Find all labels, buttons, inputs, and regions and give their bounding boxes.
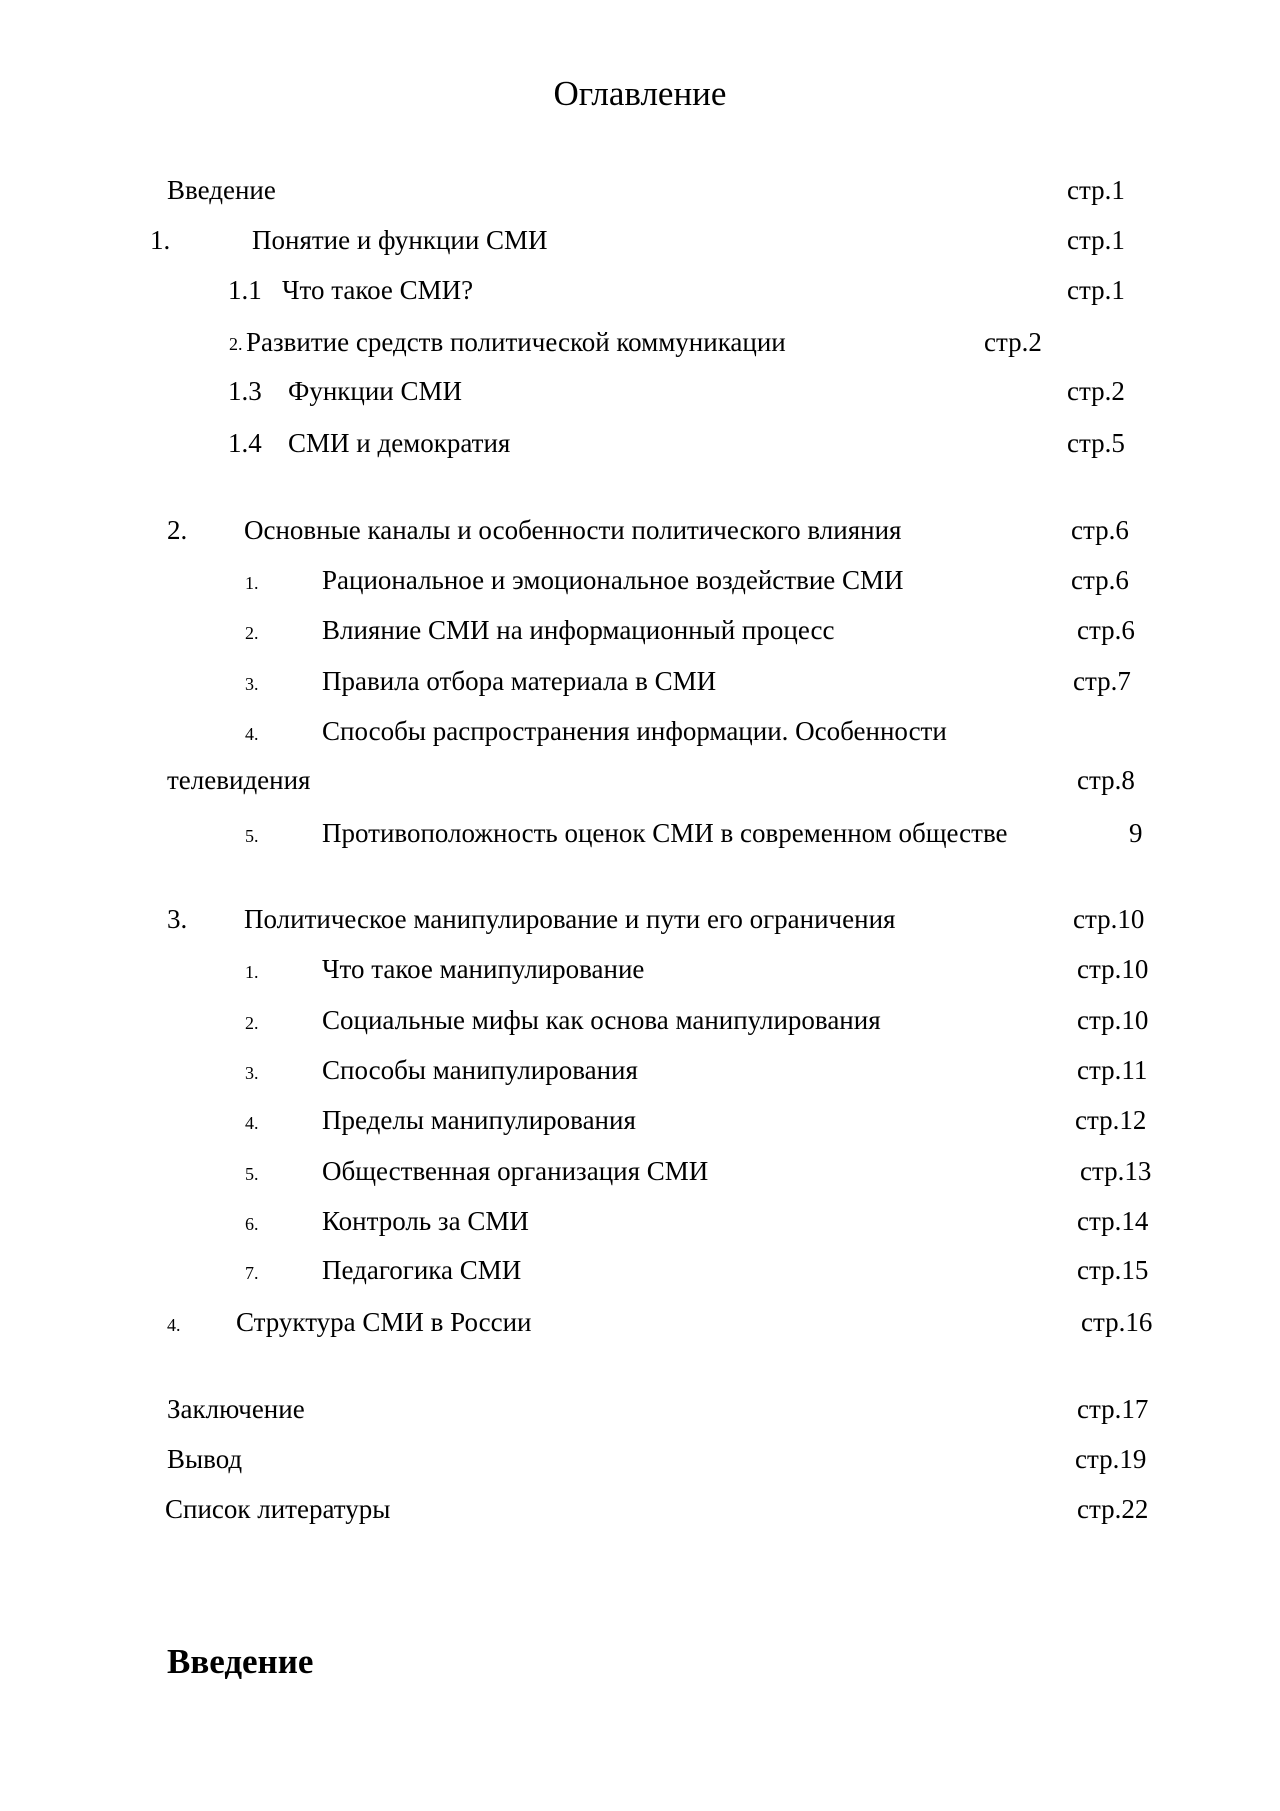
toc-page: стр.1 xyxy=(1067,175,1125,205)
toc-label: Что такое СМИ? xyxy=(282,275,474,305)
toc-label: Вывод xyxy=(167,1444,243,1474)
toc-page: стр.6 xyxy=(1071,515,1129,545)
toc-label: СМИ и демократия xyxy=(288,428,511,458)
toc-label: Что такое манипулирование xyxy=(322,954,645,984)
toc-label: Способы манипулирования xyxy=(322,1055,638,1085)
toc-page: стр.8 xyxy=(1077,765,1135,795)
toc-page: стр.14 xyxy=(1077,1206,1149,1236)
toc-page: стр.15 xyxy=(1077,1255,1149,1285)
toc-label: Контроль за СМИ xyxy=(322,1206,529,1236)
toc-label: Основные каналы и особенности политического влияния xyxy=(244,515,902,545)
toc-label-continuation: телевидения xyxy=(167,765,311,795)
toc-page: стр.1 xyxy=(1067,275,1125,305)
toc-page: стр.5 xyxy=(1067,428,1125,458)
toc-label: Социальные мифы как основа манипулирования xyxy=(322,1005,881,1035)
toc-page: стр.16 xyxy=(1081,1307,1153,1337)
toc-number: 3. xyxy=(245,1063,259,1083)
toc-number: 1.3 xyxy=(228,376,262,406)
toc-number: 4. xyxy=(245,1113,259,1133)
toc-label: Структура СМИ в России xyxy=(236,1307,532,1337)
toc-number: 2. xyxy=(245,1013,259,1033)
toc-number: 7. xyxy=(245,1263,259,1283)
toc-label: Педагогика СМИ xyxy=(322,1255,522,1285)
toc-page: стр.10 xyxy=(1077,1005,1149,1035)
toc-number: 2. xyxy=(167,515,188,545)
toc-page: стр.7 xyxy=(1073,666,1131,696)
toc-label: Список литературы xyxy=(165,1494,391,1524)
toc-page: стр.13 xyxy=(1080,1156,1152,1186)
toc-number: 1. xyxy=(245,962,259,982)
toc-label: Противоположность оценок СМИ в современном обществе xyxy=(322,818,1008,848)
toc-label: Понятие и функции СМИ xyxy=(252,225,548,255)
toc-page: стр.17 xyxy=(1077,1394,1149,1424)
toc-number: 3. xyxy=(167,904,188,934)
toc-number: 5. xyxy=(245,826,259,846)
toc-label: Функции СМИ xyxy=(288,376,463,406)
toc-page: стр.2 xyxy=(1067,376,1125,406)
toc-number: 1. xyxy=(150,225,171,255)
toc-label: Введение xyxy=(167,175,276,205)
toc-number: 4. xyxy=(167,1315,181,1335)
toc-label: Пределы манипулирования xyxy=(322,1105,636,1135)
toc-page: стр.22 xyxy=(1077,1494,1149,1524)
toc-page: 9 xyxy=(1129,818,1143,848)
toc-number: 1.4 xyxy=(228,428,262,458)
toc-page: стр.10 xyxy=(1077,954,1149,984)
toc-label: Правила отбора материала в СМИ xyxy=(322,666,717,696)
toc-number: 2. xyxy=(229,334,243,354)
toc-label: Общественная организация СМИ xyxy=(322,1156,709,1186)
toc-title: Оглавление xyxy=(553,74,727,113)
toc-page: стр.1 xyxy=(1067,225,1125,255)
toc-number: 1.1 xyxy=(228,275,262,305)
toc-page: стр.11 xyxy=(1077,1055,1148,1085)
toc-label: Рациональное и эмоциональное воздействие СМИ xyxy=(322,565,904,595)
toc-page: стр.2 xyxy=(984,327,1042,357)
toc-label: Политическое манипулирование и пути его ограничения xyxy=(244,904,896,934)
toc-label: Заключение xyxy=(167,1394,305,1424)
toc-label: Влияние СМИ на информационный процесс xyxy=(322,615,835,645)
toc-number: 5. xyxy=(245,1164,259,1184)
toc-number: 1. xyxy=(245,573,259,593)
toc-page: стр.6 xyxy=(1077,615,1135,645)
toc-page: стр.19 xyxy=(1075,1444,1147,1474)
toc-number: 2. xyxy=(245,623,259,643)
toc-label: Развитие средств политической коммуникации xyxy=(246,327,786,357)
toc-number: 4. xyxy=(245,724,259,744)
toc-page: стр.10 xyxy=(1073,904,1145,934)
section-heading-intro: Введение xyxy=(167,1642,314,1681)
toc-page: стр.12 xyxy=(1075,1105,1147,1135)
toc-number: 6. xyxy=(245,1214,259,1234)
toc-page: стр.6 xyxy=(1071,565,1129,595)
toc-number: 3. xyxy=(245,674,259,694)
toc-label: Способы распространения информации. Особенности xyxy=(322,716,947,746)
